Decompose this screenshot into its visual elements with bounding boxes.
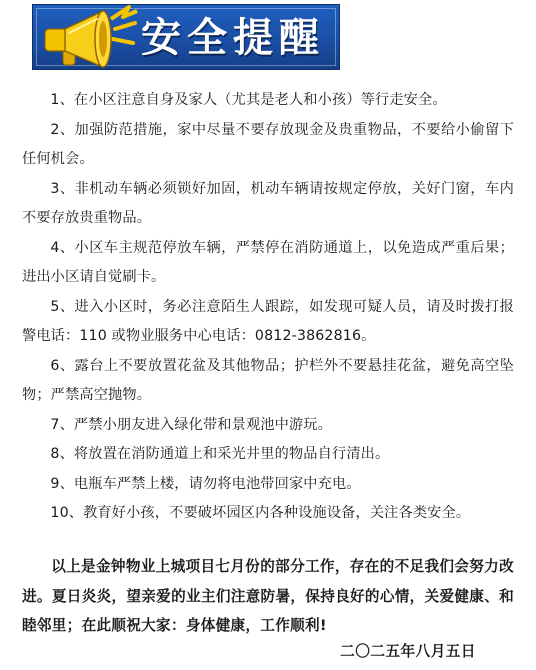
list-item: 10、教育好小孩，不要破坏园区内各种设施设备，关注各类安全。 (50, 505, 471, 521)
list-item: 1、在小区注意自身及家人（尤其是老人和小孩）等行走安全。 (50, 92, 447, 108)
list-item: 7、严禁小朋友进入绿化带和景观池中游玩。 (50, 416, 332, 433)
list-item: 2、加强防范措施，家中尽量不要存放现金及贵重物品，不要给小偷留下任何机会。 (22, 121, 514, 167)
safety-banner (32, 4, 340, 70)
summary-text: 以上是金钟物业上城项目七月份的部分工作，存在的不足我们会努力改进。夏日炎炎，望亲爱的业主们注意防暑，保持良好的心情，关爱健康、和睦邻里；在此顺祝大家：身体健康，工作顺利! (22, 558, 514, 634)
list-item: 4、小区车主规范停放车辆，严禁停在消防通道上，以免造成严重后果；进出小区请自觉刷卡。 (22, 239, 514, 285)
list-item: 9、电瓶车严禁上楼，请勿将电池带回家中充电。 (50, 475, 361, 492)
safety-tips-list (22, 86, 514, 529)
list-item: 6、露台上不要放置花盆及其他物品；护栏外不要悬挂花盆，避免高空坠物；严禁高空抛物。 (22, 357, 514, 403)
closing-summary (22, 552, 514, 641)
list-item: 5、进入小区时，务必注意陌生人跟踪，如发现可疑人员，请及时拨打报警电话：110 或物业服务中心电话：0812-3862816。 (22, 298, 514, 344)
megaphone-icon (37, 5, 141, 71)
list-item: 8、将放置在消防通道上和采光井里的物品自行清出。 (50, 446, 390, 462)
banner-title: 安全提醒 (141, 15, 325, 61)
notice-date: 二〇二五年八月五日 (340, 643, 476, 660)
list-item: 3、非机动车辆必须锁好加固，机动车辆请按规定停放，关好门窗，车内不要存放贵重物品。 (22, 180, 514, 226)
